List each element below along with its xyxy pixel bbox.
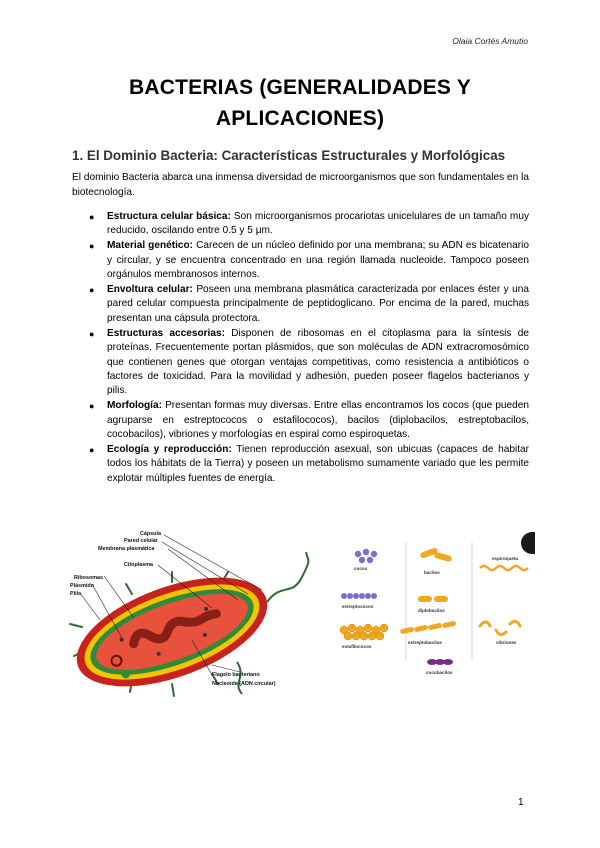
cocos-shape <box>355 549 377 563</box>
bullet-dot-icon: ● <box>89 212 95 222</box>
bullet-text: Carecen de un núcleo definido por una membrana; su ADN es bicatenario y circular, y se encuentra concentrado en una región llamada nucleoide. Tampoco poseen orgánulos membranosos internos. <box>107 240 529 281</box>
bullet-accesorias <box>72 327 529 399</box>
bullet-text: Poseen una membrana plasmática caracterizada por enlaces éster y una pared celular compuesta principalmente de peptidoglicano. Por encima de la pared, muchas presentan una cápsula protectora. <box>107 284 529 324</box>
intro-paragraph: El dominio Bacteria abarca una inmensa diversidad de microorganismos que son fundamentales en la biotecnología. <box>72 172 529 198</box>
label-estafilococos: estafilococos <box>342 644 372 649</box>
bullet-term: Morfología: <box>107 400 162 412</box>
espiroqueta-shape <box>480 566 528 570</box>
label-pilis: Pilis <box>70 591 82 597</box>
label-vibriones: vibriones <box>496 640 517 645</box>
bullet-morfologia <box>72 399 529 442</box>
label-capsula: Cápsula <box>140 531 161 537</box>
cocobacilos-shape <box>427 659 453 665</box>
bullet-term: Estructura celular básica: <box>107 211 231 222</box>
bullet-material-genetico <box>72 239 529 282</box>
document-title: BACTERIAS (GENERALIDADES Y APLICACIONES) <box>128 76 471 130</box>
header-author: Olaia Cortés Amutio <box>452 36 528 46</box>
bullet-envoltura <box>72 283 529 326</box>
bullet-ecologia <box>72 443 529 486</box>
bullet-text: Tienen reproducción asexual, son ubicuas (capaces de habitar todos los hábitats de la Tierra) y poseen un metabolismo sumamente variado que les permite explotar múltiples fuentes de energía. <box>107 444 529 484</box>
label-cocobacilos: cocobacilos <box>426 670 453 675</box>
bullet-text: Presentan formas muy diversas. Entre ellas encontramos los cocos (que pueden agruparse en estreptococos o estafilococos), bacilos (diplobacilos, estreptobacilos, cocobacilos), vibriones y morfologías en espiral como espiroquetas. <box>107 400 529 441</box>
diplobacilos-shape <box>418 596 448 602</box>
label-citoplasma: Citoplasma <box>124 562 154 568</box>
label-diplobacilos: diplobacilos <box>418 608 445 613</box>
label-ribosomas: Ribosomas <box>74 575 104 581</box>
label-estreptobacilos: estreptobacilos <box>408 640 442 645</box>
estreptococos-shape <box>341 593 377 599</box>
page-number: 1 <box>518 797 524 808</box>
vibriones-shape <box>480 621 520 634</box>
label-flagelo: Flagelo bacteriano <box>212 672 260 678</box>
label-bacilos: bacilos <box>424 570 440 575</box>
bullet-dot-icon: ● <box>89 328 95 339</box>
label-cocos: cocos <box>354 566 368 571</box>
bullet-dot-icon: ● <box>89 401 95 412</box>
bacterium-diagram <box>62 522 310 702</box>
label-pared: Pared celular <box>124 538 158 544</box>
bullet-dot-icon: ● <box>89 445 95 455</box>
label-nucleoide: Nucleoide (ADN circular) <box>212 681 276 687</box>
estafilococos-shape <box>340 624 388 640</box>
section-heading: 1. El Dominio Bacteria: Características Estructurales y Morfológicas <box>72 148 506 163</box>
bullet-term: Estructuras accesorias: <box>107 327 225 339</box>
bullet-dot-icon: ● <box>89 285 95 296</box>
label-membrana: Membrana plasmática <box>98 546 155 552</box>
bullet-term: Ecología y reproducción: <box>107 444 232 455</box>
bullet-text: Disponen de ribosomas en el citoplasma para la síntesis de proteínas. Frecuentemente portan plásmidos, que son moléculas de ADN extracromosómico que contienen genes que otorgan ventajas competitivas, como resistencia a antibióticos o factores de toxicidad. Para la movilidad y adhesión, pueden poseer flagelos bacterianos y pilis. <box>107 327 529 397</box>
bullet-list <box>72 210 529 487</box>
bullet-dot-icon: ● <box>89 241 95 252</box>
label-espiroqueta: espiroqueta <box>492 556 519 561</box>
flagellum-lower <box>237 662 242 694</box>
bacilos-shape <box>420 547 453 562</box>
bullet-term: Material genético: <box>107 240 194 252</box>
estreptobacilos-shape <box>400 621 457 635</box>
bullet-term: Envoltura celular: <box>107 284 193 296</box>
bullet-text: Son microorganismos procariotas unicelulares de un tamaño muy reducido, oscilando entre 0.5 y 5 μm. <box>107 211 529 237</box>
flagellum <box>267 552 309 602</box>
label-estreptococos: estreptococos <box>342 604 374 609</box>
morphology-diagram <box>338 540 540 680</box>
label-plasmido: Plásmido <box>70 583 94 589</box>
bullet-estructura <box>72 210 529 239</box>
